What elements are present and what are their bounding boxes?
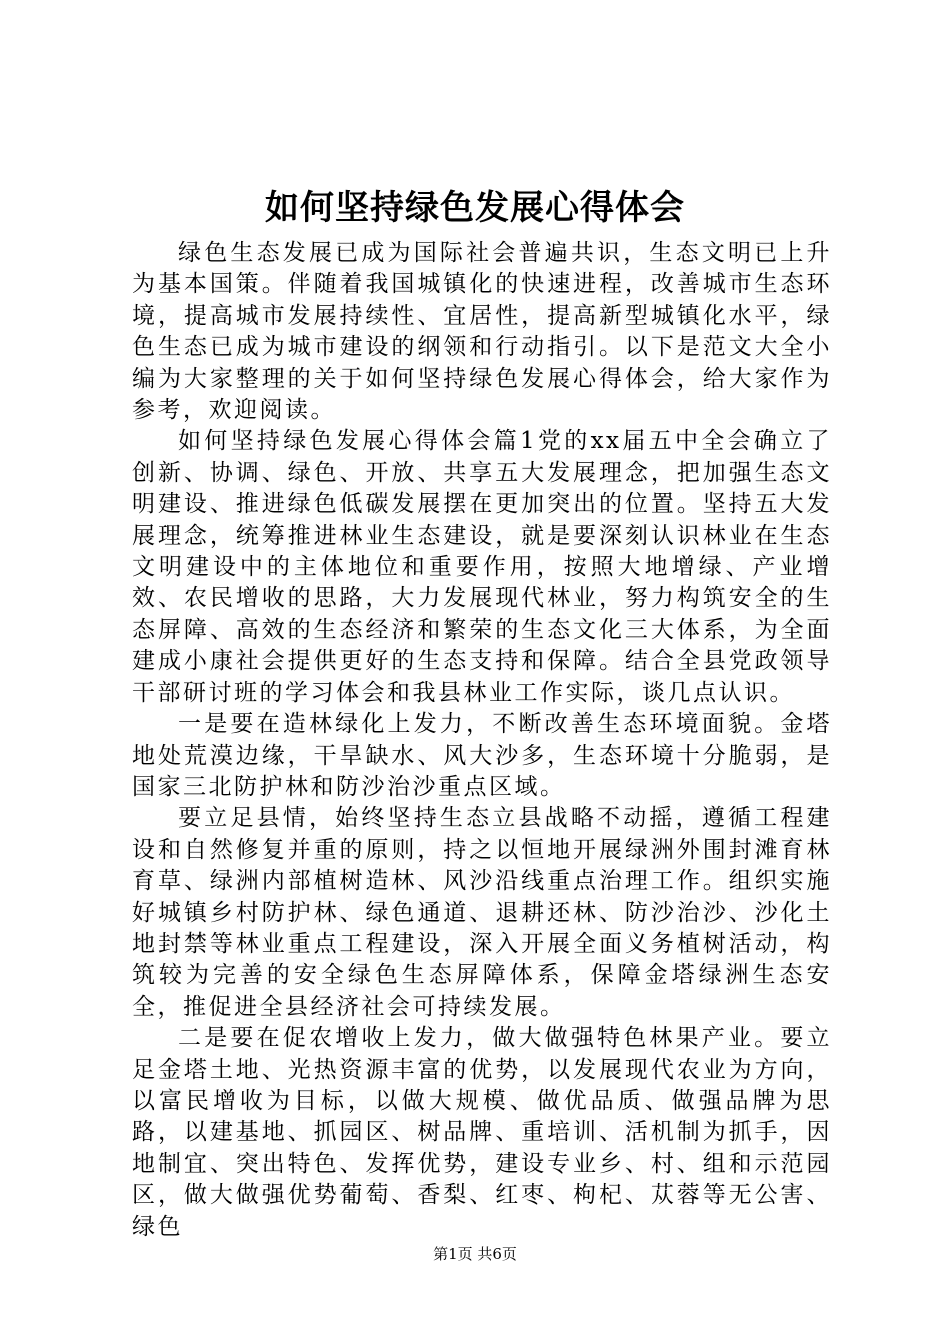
page-number-footer: 第1页 共6页	[433, 1245, 517, 1263]
paragraph-point-1-detail: 要立足县情，始终坚持生态立县战略不动摇，遵循工程建设和自然修复并重的原则，持之以恒地开展绿洲外围封滩育林育草、绿洲内部植树造林、风沙沿线重点治理工作。组织实施好城镇乡村防护林、绿色通道、退耕还林、防沙治沙、沙化土地封禁等林业重点工程建设，深入开展全面义务植树活动，构筑较为完善的安全绿色生态屏障体系，保障金塔绿洲生态安全，推促进全县经济社会可持续发展。	[132, 805, 832, 1020]
paragraph-intro: 绿色生态发展已成为国际社会普遍共识，生态文明已上升为基本国策。伴随着我国城镇化的快速进程，改善城市生态环境，提高城市发展持续性、宜居性，提高新型城镇化水平，绿色生态已成为城市建设的纲领和行动指引。以下是范文大全小编为大家整理的关于如何坚持绿色发展心得体会，给大家作为参考，欢迎阅读。	[132, 240, 832, 424]
paragraph-point-1: 一是要在造林绿化上发力，不断改善生态环境面貌。金塔地处荒漠边缘，干旱缺水、风大沙多，生态环境十分脆弱，是国家三北防护林和防沙治沙重点区域。	[132, 711, 832, 800]
paragraph-article-1: 如何坚持绿色发展心得体会篇1党的xx届五中全会确立了创新、协调、绿色、开放、共享五大发展理念，把加强生态文明建设、推进绿色低碳发展摆在更加突出的位置。坚持五大发展理念，统筹推进林业生态建设，就是要深刻认识林业在生态文明建设中的主体地位和重要作用，按照大地增绿、产业增效、农民增收的思路，大力发展现代林业，努力构筑安全的生态屏障、高效的生态经济和繁荣的生态文化三大体系，为全面建成小康社会提供更好的生态支持和保障。结合全县党政领导干部研讨班的学习体会和我县林业工作实际，谈几点认识。	[132, 428, 832, 706]
document-title: 如何坚持绿色发展心得体会	[265, 188, 685, 228]
document-body	[132, 238, 832, 1243]
paragraph-point-2: 二是要在促农增收上发力，做大做强特色林果产业。要立足金塔土地、光热资源丰富的优势，以发展现代农业为方向，以富民增收为目标，以做大规模、做优品质、做强品牌为思路，以建基地、抓园区、树品牌、重培训、活机制为抓手，因地制宜、突出特色、发挥优势，建设专业乡、村、组和示范园区，做大做强优势葡萄、香梨、红枣、枸杞、苁蓉等无公害、绿色	[132, 1025, 832, 1240]
